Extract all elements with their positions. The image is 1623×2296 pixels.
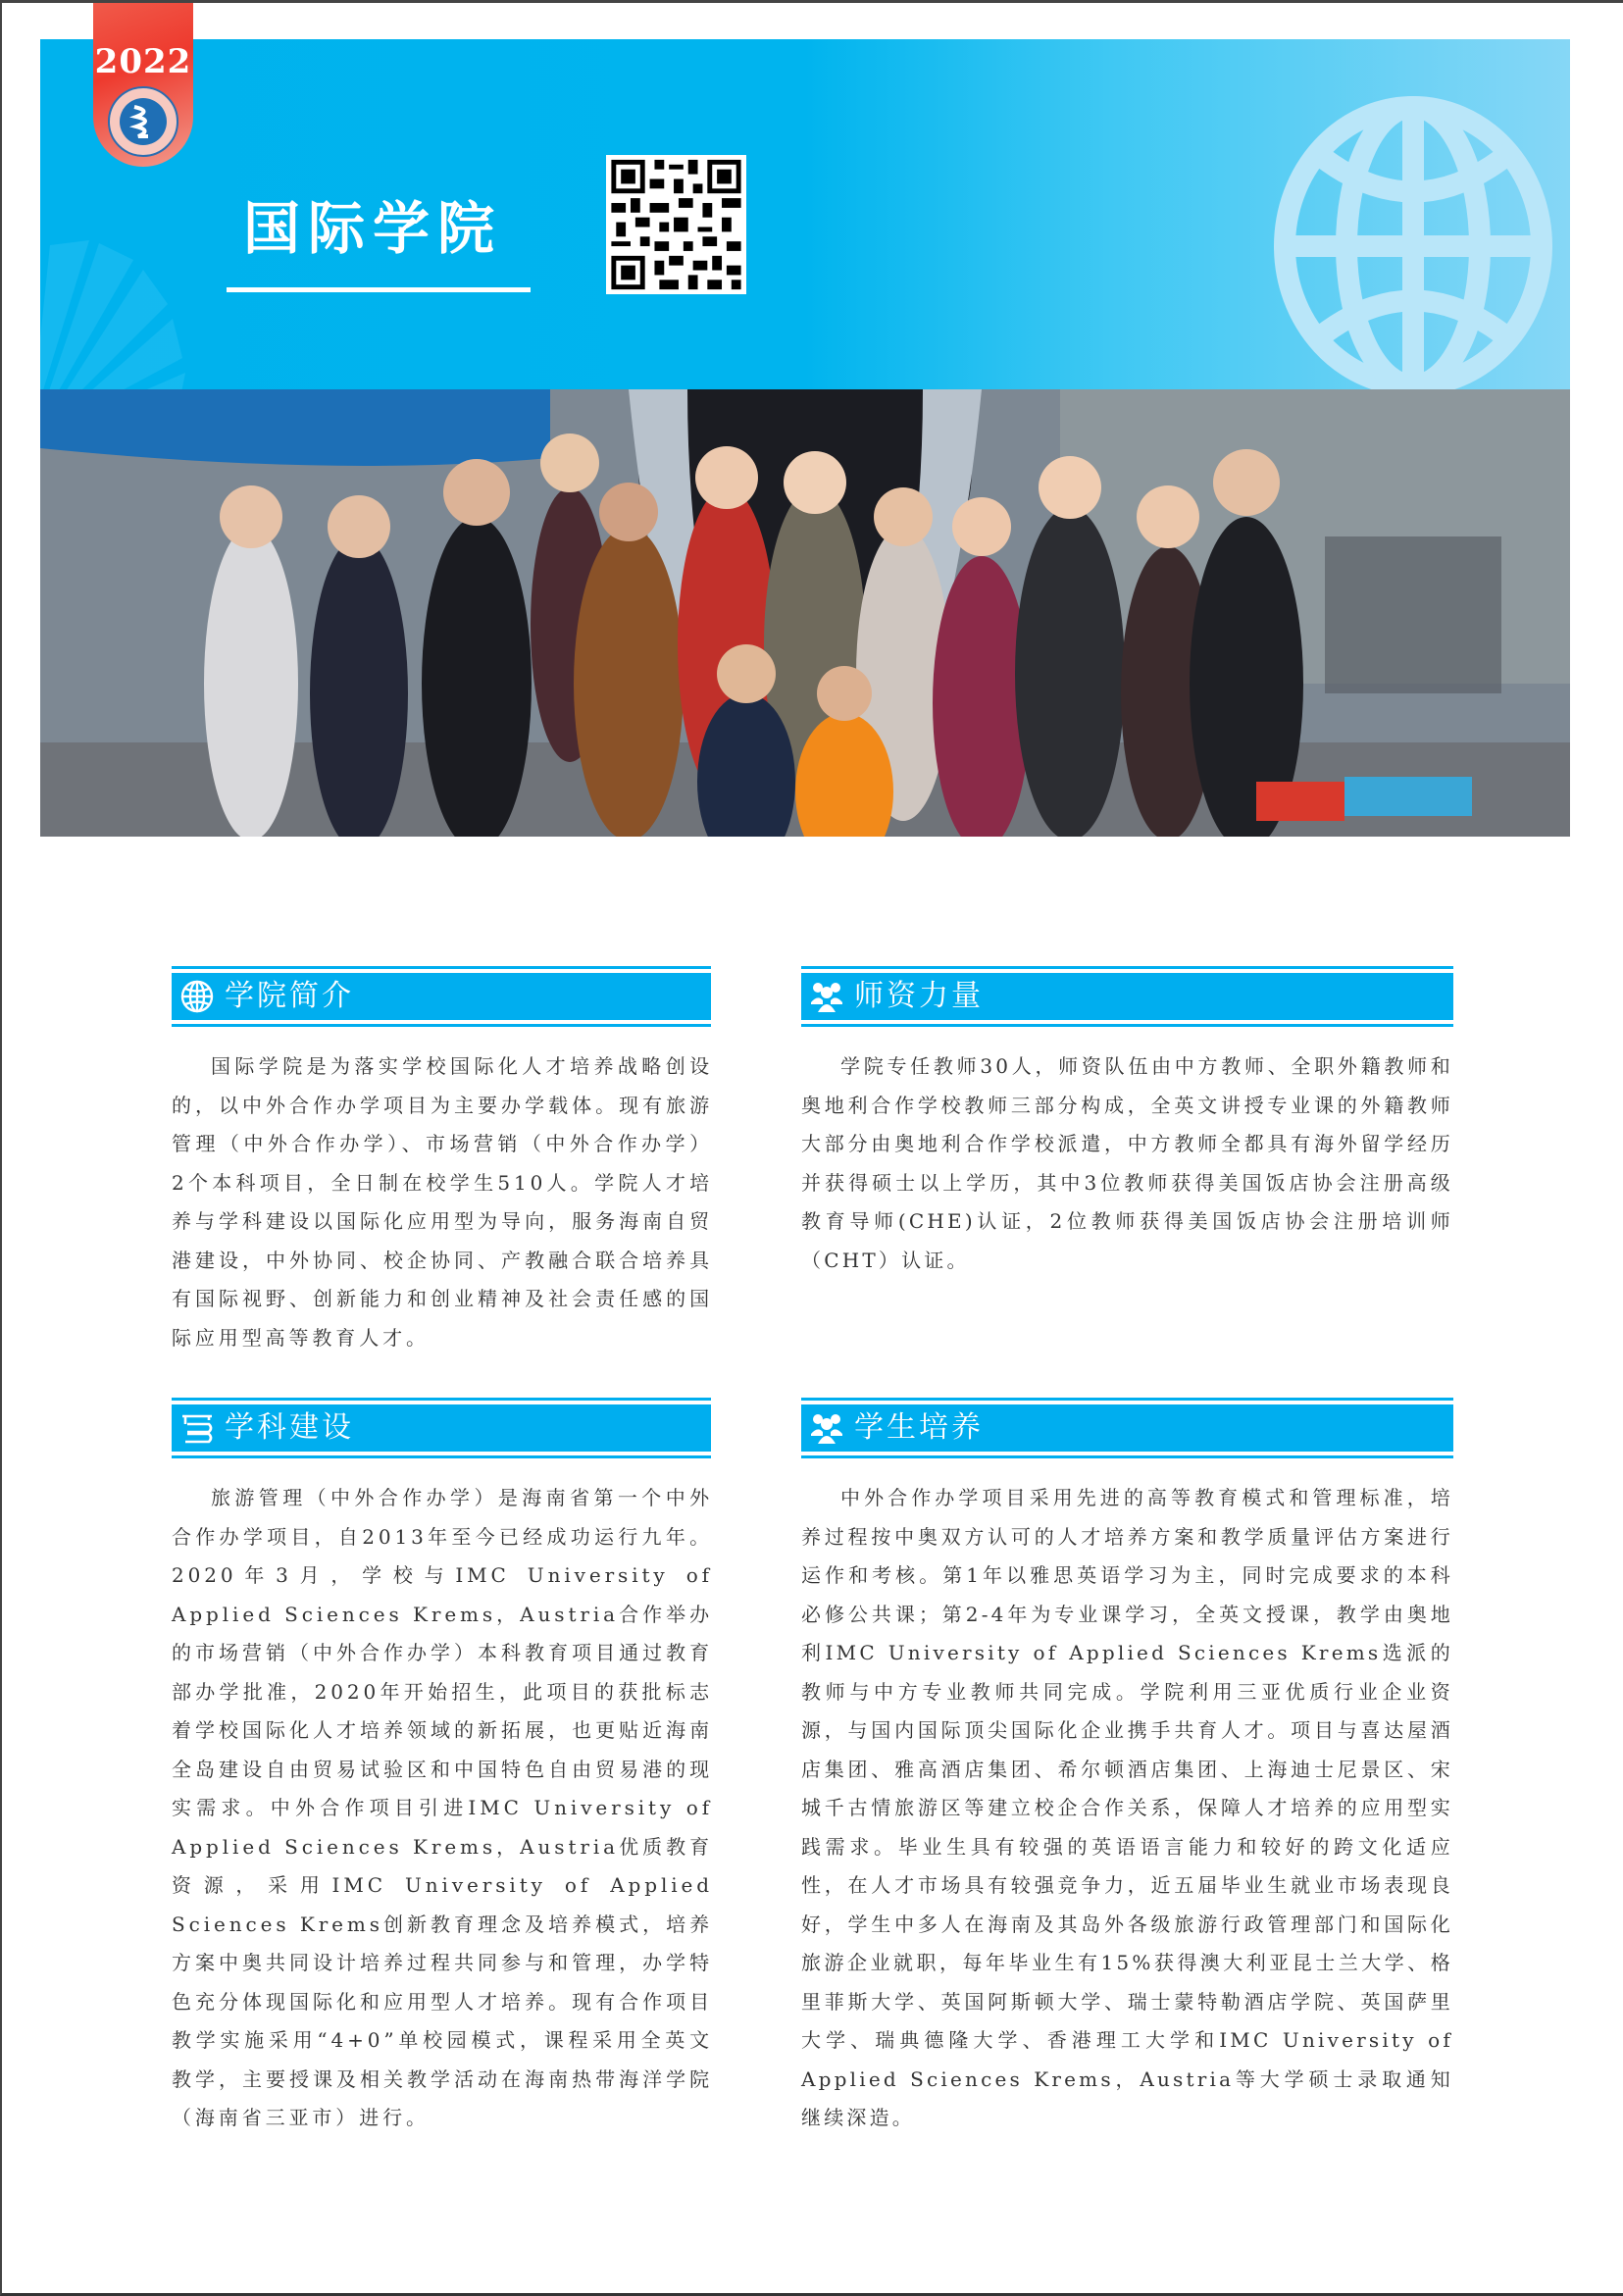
section-header-discipline: [172, 1398, 711, 1458]
title-underline: [227, 287, 531, 292]
section-header-students: [801, 1398, 1453, 1458]
section-body-about: 国际学院是为落实学校国际化人才培养战略创设的，以中外合作办学项目为主要办学载体。现有旅游管理（中外合作办学）、市场营销（中外合作办学）2个本科项目，全日制在校学生510人。学院人才培养与学科建设以国际化应用型为导向，服务海南自贸港建设，中外协同、校企协同、产教融合联合培养具有国际视野、创新能力和创业精神及社会责任感的国际应用型高等教育人才。: [172, 1054, 713, 1350]
section-title: 学院简介: [225, 979, 354, 1013]
ribbon-year: 2022: [94, 42, 192, 81]
fan-decoration-icon: [40, 235, 197, 389]
section-header-faculty: [801, 966, 1453, 1027]
group-photo-illustration-icon: [40, 389, 1570, 837]
qr-code-icon: [606, 155, 746, 294]
section-header-about: [172, 966, 711, 1027]
page-title: 国际学院: [243, 195, 503, 262]
globe-icon: [179, 979, 215, 1014]
section-body-students: 中外合作办学项目采用先进的高等教育模式和管理标准，培养过程按中奥双方认可的人才培养方案和教学质量评估方案进行运作和考核。第1年以雅思英语学习为主，同时完成要求的本科必修公共课；第2-4年为专业课学习，全英文授课，教学由奥地利IMC University of Applied Sciences Krems选派的教师与中方专业教师共同完成。学院利用三亚优质行业企业资源，与国内国际顶尖国际化企业携手共育人才。项目与喜达屋酒店集团、雅高酒店集团、希尔顿酒店集团、上海迪士尼景区、宋城千古情旅游区等建立校企合作关系，保障人才培养的应用型实践需求。毕业生具有较强的英语语言能力和较好的跨文化适应性，在人才市场具有较强竞争力，近五届毕业生就业市场表现良好，学生中多人在海南及其岛外各级旅游行政管理部门和国际化旅游企业就职，每年毕业生有15%获得澳大利亚昆士兰大学、格里菲斯大学、英国阿斯顿大学、瑞士蒙特勒酒店学院、英国萨里大学、瑞典德隆大学、香港理工大学和IMC University of Applied Sciences Krems，Austria等大学硕士录取通知继续深造。: [801, 1486, 1453, 2129]
section-title: 师资力量: [854, 979, 984, 1013]
section-title: 学生培养: [854, 1410, 984, 1445]
team-icon: [809, 1410, 844, 1446]
section-title: 学科建设: [225, 1410, 354, 1445]
section-body-faculty: 学院专任教师30人，师资队伍由中方教师、全职外籍教师和奥地利合作学校教师三部分构成，全英文讲授专业课的外籍教师大部分由奥地利合作学校派遣，中方教师全都具有海外留学经历并获得硕士以上学历，其中3位教师获得美国饭店协会注册高级教育导师(CHE)认证，2位教师获得美国饭店协会注册培训师（CHT）认证。: [801, 1054, 1453, 1272]
book-stack-icon: [179, 1410, 215, 1446]
team-icon: [809, 979, 844, 1014]
globe-watermark-icon: [1274, 96, 1552, 389]
section-body-discipline: 旅游管理（中外合作办学）是海南省第一个中外合作办学项目，自2013年至今已经成功运行九年。2020年3月，学校与IMC University of Applied Sciences Krems，Austria合作举办的市场营销（中外合作办学）本科教育项目通过教育部办学批准，2020年开始招生，此项目的获批标志着学校国际化人才培养领域的新拓展，也更贴近海南全岛建设自由贸易试验区和中国特色自由贸易港的现实需求。中外合作项目引进IMC University of Applied Sciences Krems，Austria优质教育资源，采用IMC University of Applied Sciences Krems创新教育理念及培养模式，培养方案中奥共同设计培养过程共同参与和管理，办学特色充分体现国际化和应用型人才培养。现有合作项目教学实施采用“4+0”单校园模式，课程采用全英文教学，主要授课及相关教学活动在海南热带海洋学院（海南省三亚市）进行。: [172, 1486, 713, 2129]
year-ribbon: [93, 3, 193, 167]
university-logo-icon: [107, 85, 179, 158]
group-photo: [40, 389, 1570, 837]
